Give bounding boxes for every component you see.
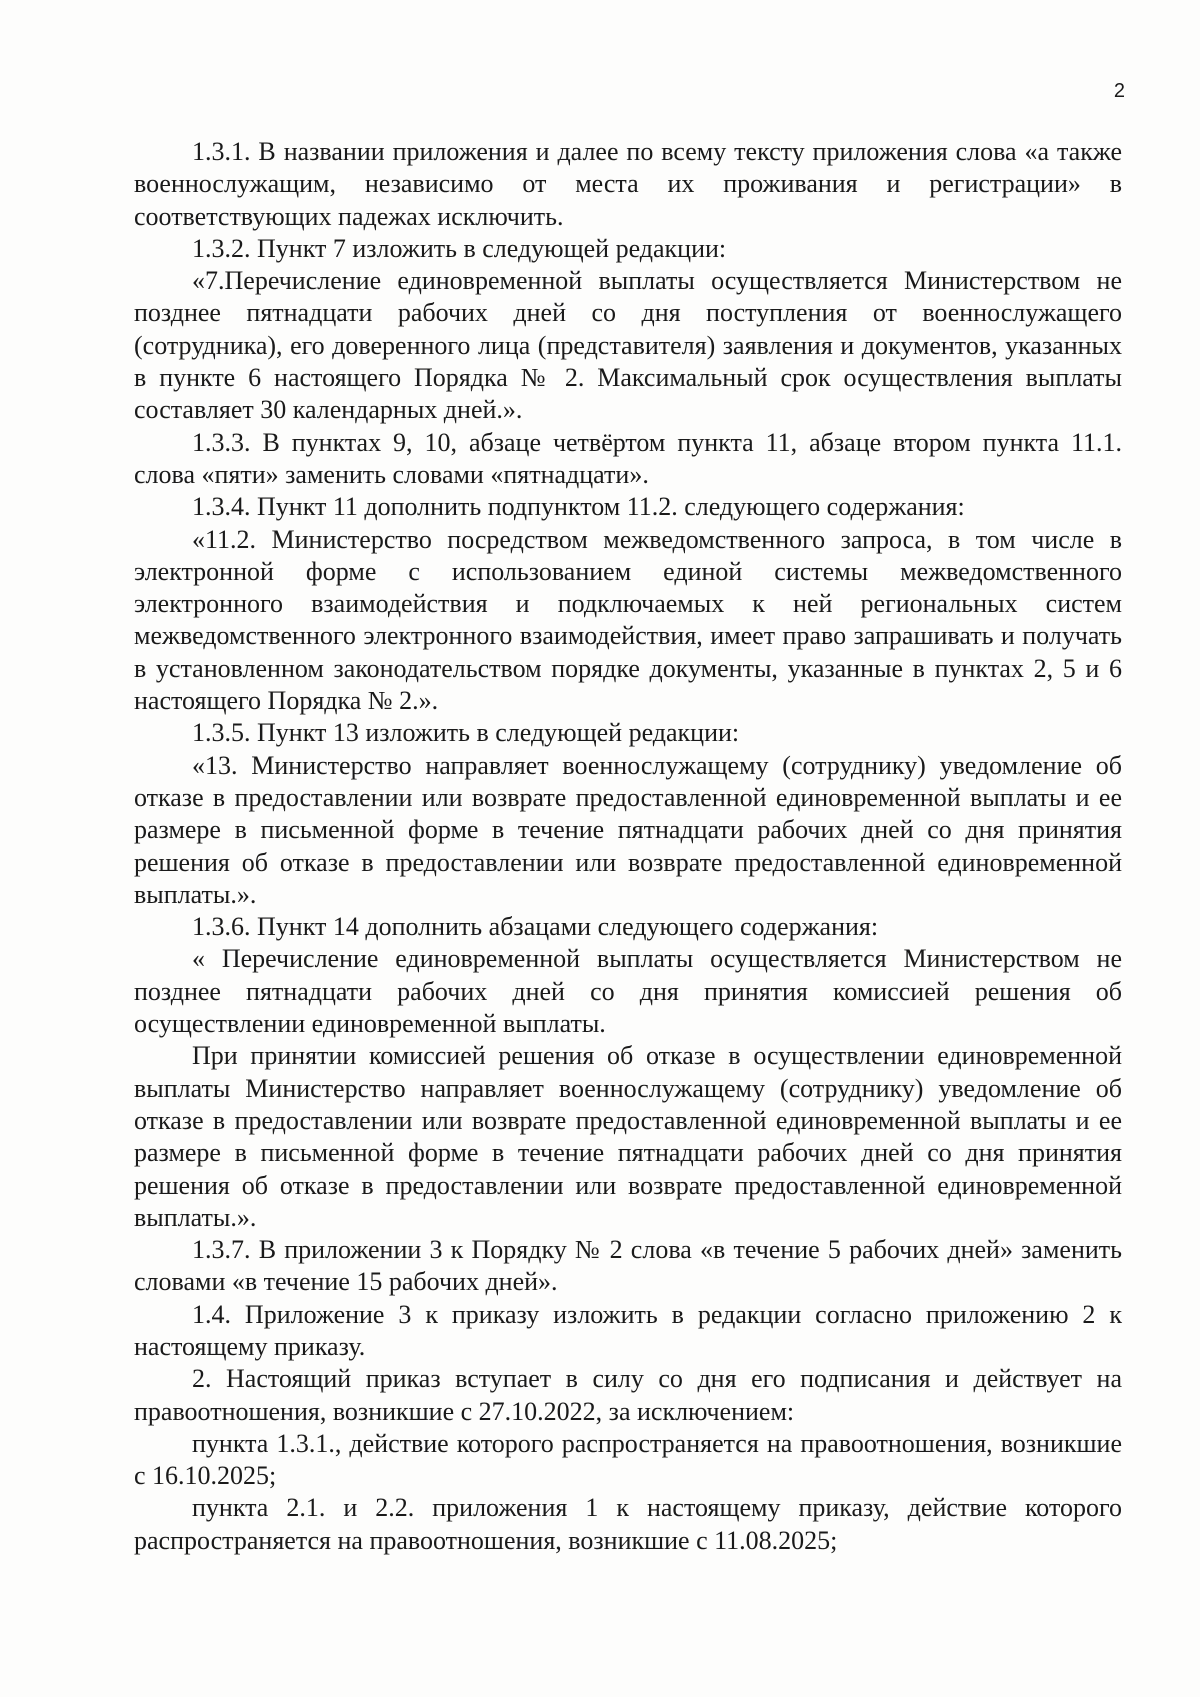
paragraph-exception-1: пункта 1.3.1., действие которого распространяется на правоотношения, возникшие с 16.10.2025; <box>134 1428 1122 1491</box>
paragraph-point-13-text: «13. Министерство направляет военнослужащему (сотруднику) уведомление об отказе в предоставлении или возврате предоставленной единовременной выплаты и ее размере в письменной форме в течение пятнадцати рабочих дней со дня принятия решения об отказе в предоставлении или возврате предоставленной единовременной выплаты.». <box>134 750 1122 909</box>
paragraph-exception-2: пункта 2.1. и 2.2. приложения 1 к настоящему приказу, действие которого распространяется на правоотношения, возникшие с 11.08.2025; <box>134 1493 1122 1555</box>
paragraph-1-3-4: 1.3.4. Пункт 11 дополнить подпунктом 11.2. следующего содержания: <box>192 492 965 522</box>
paragraph-2: 2. Настоящий приказ вступает в силу со дня его подписания и действует на правоотношения, возникшие с 27.10.2022, за исключением: <box>134 1364 1122 1426</box>
paragraph-1-3-3: 1.3.3. В пунктах 9, 10, абзаце четвёртом пункта 11, абзаце втором пункта 11.1. слова «пяти» заменить словами «пятнадцати». <box>134 427 1122 489</box>
paragraph-point-7-text: «7.Перечисление единовременной выплаты осуществляется Министерством не позднее пятнадцати рабочих дней со дня поступления от военнослужащего (сотрудника), его доверенного лица (представителя) заявления и документов, указанных в пункте 6 настоящего Порядка № 2. Максимальный срок осуществления выплаты составляет 30 календарных дней.». <box>134 266 1122 425</box>
paragraph-1-3-5: 1.3.5. Пункт 13 изложить в следующей редакции: <box>192 718 740 748</box>
paragraph-1-3-6: 1.3.6. Пункт 14 дополнить абзацами следующего содержания: <box>192 912 879 942</box>
paragraph-1-3-2: 1.3.2. Пункт 7 изложить в следующей редакции: <box>192 233 727 263</box>
paragraph-point-14-text-2: При принятии комиссией решения об отказе в осуществлении единовременной выплаты Министерство направляет военнослужащему (сотруднику) уведомление об отказе в предоставлении или возврате предоставленной единовременной выплаты и ее размере в письменной форме в течение пятнадцати рабочих дней со дня принятия решения об отказе в предоставлении или возврате предоставленной единовременной выплаты.». <box>134 1041 1122 1232</box>
paragraph-point-11-2-text: «11.2. Министерство посредством межведомственного запроса, в том числе в электронной форме с использованием единой системы межведомственного электронного взаимодействия и подключаемых к ней региональных систем межведомственного электронного взаимодействия, имеет право запрашивать и получать в установленном законодательством порядке документы, указанные в пунктах 2, 5 и 6 настоящего Порядка № 2.». <box>134 524 1122 716</box>
page-number: 2 <box>1113 80 1125 102</box>
paragraph-1-3-7: 1.3.7. В приложении 3 к Порядку № 2 слова «в течение 5 рабочих дней» заменить словами «в течение 15 рабочих дней». <box>134 1235 1122 1297</box>
paragraph-point-14-text-1: « Перечисление единовременной выплаты осуществляется Министерством не позднее пятнадцати рабочих дней со дня принятия комиссией решения об осуществлении единовременной выплаты. <box>134 944 1122 1039</box>
paragraph-1-4: 1.4. Приложение 3 к приказу изложить в редакции согласно приложению 2 к настоящему приказу. <box>134 1299 1122 1361</box>
document-body <box>134 136 1122 1557</box>
paragraph-1-3-1: 1.3.1. В названии приложения и далее по всему тексту приложения слова «а также военнослужащим, независимо от места их проживания и регистрации» в соответствующих падежах исключить. <box>134 137 1122 231</box>
